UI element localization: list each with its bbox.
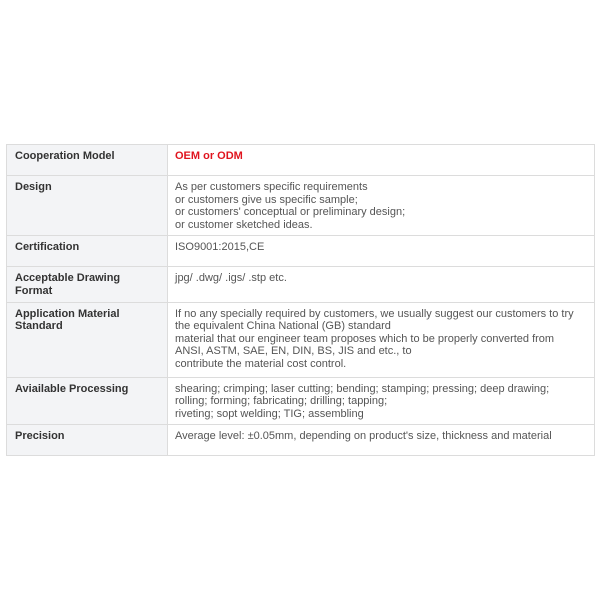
value-line: or customers give us specific sample;: [175, 193, 358, 206]
row-value: [168, 236, 595, 267]
value-line: or customer sketched ideas.: [175, 218, 313, 231]
value-line: riveting; sopt welding; TIG; assembling: [175, 407, 364, 420]
value-line: jpg/ .dwg/ .igs/ .stp etc.: [175, 272, 287, 285]
table-row: [7, 425, 595, 456]
value-line: shearing; crimping; laser cutting; bending; stamping; pressing; deep drawing;: [175, 382, 550, 395]
row-value: [168, 302, 595, 377]
row-value: [168, 145, 595, 176]
value-line: ISO9001:2015,CE: [175, 241, 265, 254]
table-row: [7, 176, 595, 236]
table-row: [7, 145, 595, 176]
value-line: the equivalent China National (GB) standard: [175, 320, 391, 333]
row-value: [168, 425, 595, 456]
value-line: As per customers specific requirements: [175, 181, 368, 193]
row-value: [168, 267, 595, 302]
value-line: ANSI, ASTM, SAE, EN, DIN, BS, JIS and etc., to: [175, 345, 412, 358]
row-value: [168, 176, 595, 236]
table-row: [7, 267, 595, 302]
value-line: or customers' conceptual or preliminary design;: [175, 206, 406, 219]
table-row: [7, 236, 595, 267]
row-label: Acceptable Drawing Format: [7, 267, 168, 302]
table-row: [7, 377, 595, 425]
value-line: contribute the material cost control.: [175, 357, 347, 370]
row-label: Aviailable Processing: [7, 377, 168, 425]
row-label: Precision: [7, 425, 168, 456]
value-line: If no any specially required by customers, we usually suggest our customers to try: [175, 307, 574, 320]
row-label: Design: [7, 176, 168, 236]
row-label: Certification: [7, 236, 168, 267]
value-line: Average level: ±0.05mm, depending on product's size, thickness and material: [175, 430, 552, 443]
table-row: [7, 302, 595, 377]
value-line: material that our engineer team proposes which to be properly converted from: [175, 332, 555, 345]
row-label: Application Material Standard: [7, 302, 168, 377]
spec-table: [6, 144, 595, 456]
row-label: Cooperation Model: [7, 145, 168, 176]
value-line: OEM or ODM: [175, 150, 243, 162]
row-value: [168, 377, 595, 425]
value-line: rolling; forming; fabricating; drilling; tapping;: [175, 395, 388, 408]
